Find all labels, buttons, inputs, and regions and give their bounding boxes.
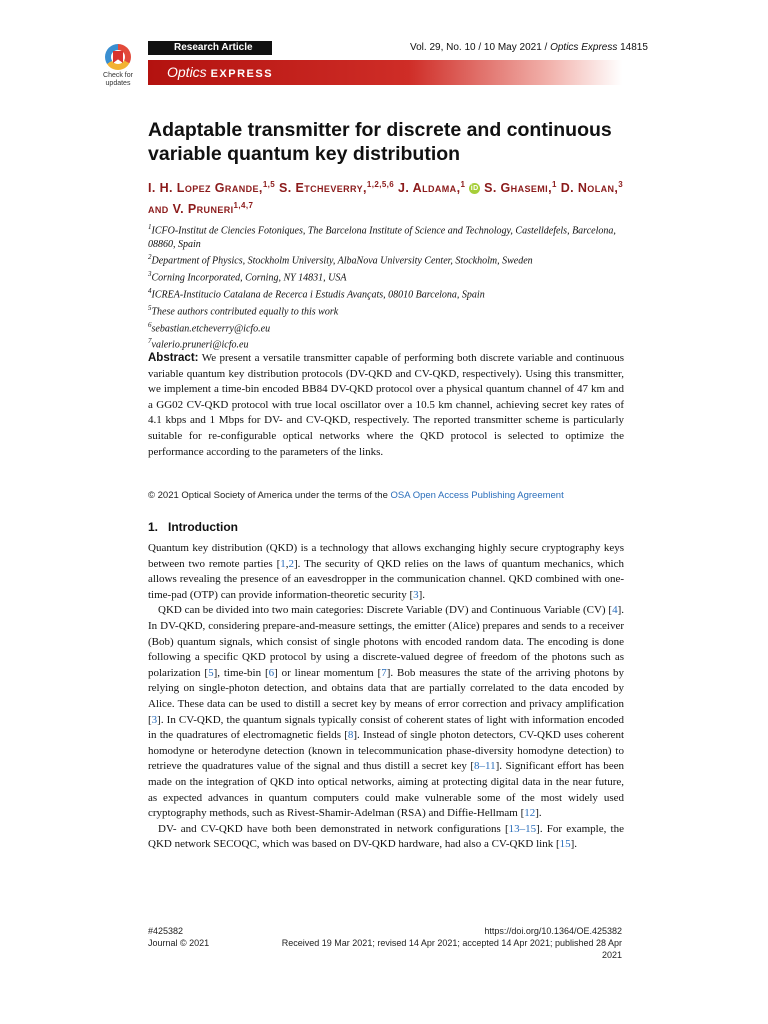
badge-line-1: Check for xyxy=(103,72,133,79)
text-run: ]. xyxy=(570,838,578,851)
email-link: sebastian.etcheverry@icfo.eu xyxy=(151,322,271,334)
article-type-label: Research Article xyxy=(174,42,253,53)
text-run: ]. Instead of single photon detectors, CV-QKD uses coherent homodyne or heterodyne detection (known in telecommunication phase-diversity homodyne detection) to retrieve the quadratures value of the signal and thus distill a secret key [ xyxy=(148,729,624,773)
citation-link[interactable]: 4 xyxy=(612,604,618,617)
orcid-icon[interactable]: iD xyxy=(470,185,479,193)
affiliation[interactable]: $^7$valerio.pruneri@icfo.eu xyxy=(148,337,249,351)
journal-logo xyxy=(167,63,273,83)
body-text xyxy=(148,541,624,853)
page-number: 14815 xyxy=(620,42,648,53)
citation-link[interactable]: 13–15 xyxy=(508,822,537,835)
doi-link[interactable]: https://doi.org/10.1364/OE.425382 xyxy=(484,926,622,936)
author: D. Nolan,$^3$ xyxy=(560,180,624,196)
text-run: , xyxy=(285,557,289,570)
affiliation[interactable]: $^6$sebastian.etcheverry@icfo.eu xyxy=(148,320,271,334)
affiliation: $^3$Corning Incorporated, Corning, NY 14831, USA xyxy=(148,270,347,284)
check-for-updates-badge[interactable] xyxy=(96,44,140,94)
paragraph xyxy=(148,603,624,821)
text-run: ]. For example, the QKD network SECOQC, which was based on DV-QKD hardware, had also a CV-QKD link [ xyxy=(148,822,624,851)
journal-volume-info: Vol. 29, No. 10 / 10 May 2021 / xyxy=(410,42,551,53)
affiliation: $^4$ICREA-Institucio Catalana de Recerca i Estudis Avançats, 08010 Barcelona, Spain xyxy=(148,286,485,301)
section-heading: 1. Introduction xyxy=(148,520,238,534)
publication-history: Received 19 Mar 2021; revised 14 Apr 2021; accepted 14 Apr 2021; published 28 Apr 2021 xyxy=(281,938,622,960)
citation-link[interactable]: 15 xyxy=(559,838,571,851)
affiliation: $^1$ICFO-Institut de Ciencies Fotoniques, The Barcelona Institute of Science and Technology, Castelldefels, Barcelona, 08860, Spain xyxy=(148,223,616,250)
text-run: ]. xyxy=(535,807,542,820)
text-run: ] or linear momentum [ xyxy=(274,666,382,679)
text-run: ]. xyxy=(418,588,426,601)
citation-link[interactable]: 5 xyxy=(208,666,214,679)
text-run: QKD can be divided into two main categories: Discrete Variable (DV) and Continuous Variable (CV) [ xyxy=(158,604,613,617)
logo-express: EXPRESS xyxy=(210,68,274,80)
citation-link[interactable]: 1 xyxy=(280,557,286,570)
journal-reference xyxy=(410,42,648,54)
copyright-notice xyxy=(148,489,624,502)
text-run: ], time-bin [ xyxy=(213,666,269,679)
text-run: ]. In DV-QKD, considering prepare-and-measure settings, the emitter (Alice) prepares and sends to a receiver (Bob) quantum signals, which consist of single photons with encoded random data. The encoding is done following a specific QKD protocol by using a discrete-valued degree of freedom of the photons such as polarization [ xyxy=(148,604,624,679)
text-run: Quantum key distribution (QKD) is a technology that allows exchanging highly secure cryptography keys between two remote parties [ xyxy=(148,542,624,570)
author: and V. Pruneri$^{1,4,7}$ xyxy=(148,201,254,217)
citation-link[interactable]: 2 xyxy=(288,557,294,570)
affiliation: $^2$Department of Physics, Stockholm University, AlbaNova University Center, Stockholm, Sweden xyxy=(148,253,533,267)
citation-link[interactable]: 6 xyxy=(268,666,275,679)
paper-title: Adaptable transmitter for discrete and continuous variable quantum key distribution xyxy=(148,119,612,165)
citation-link[interactable]: 3 xyxy=(151,713,158,726)
citation-link[interactable]: 3 xyxy=(413,588,419,601)
affiliation-list xyxy=(148,221,628,352)
email-link: valerio.pruneri@icfo.eu xyxy=(151,339,249,351)
text-run: ]. Significant effort has been made on the integration of QKD into optical networks, aiming at protecting digital data in the near future, as expected advances in quantum computers could make vulnerable some of the most widely used cryptography methods, such as Rivest-Shamir-Adelman (RSA) and Diffie-Hellmam [ xyxy=(148,760,625,820)
citation-link[interactable]: 8 xyxy=(347,729,354,742)
journal-copyright: Journal © 2021 xyxy=(148,938,210,948)
footer-left xyxy=(148,925,209,949)
copyright-text: © 2021 Optical Society of America under the terms of the xyxy=(148,490,391,501)
abstract-label: Abstract: xyxy=(148,352,199,364)
text-run: DV- and CV-QKD have both been demonstrated in network configurations [ xyxy=(158,822,509,835)
journal-name: Optics Express xyxy=(550,42,618,53)
author-list xyxy=(148,176,628,218)
license-link[interactable]: OSA Open Access Publishing Agreement xyxy=(390,490,564,501)
citation-link[interactable]: 7 xyxy=(381,666,387,679)
author: S. Etcheverry,$^{1,2,5,6}$ xyxy=(279,180,395,196)
citation-link[interactable]: 12 xyxy=(524,807,536,820)
author: S. Ghasemi,$^1$ xyxy=(484,180,557,196)
author: J. Aldama,$^1$ xyxy=(398,180,466,196)
article-id: #425382 xyxy=(148,926,184,936)
abstract xyxy=(148,351,624,460)
abstract-text: We present a versatile transmitter capable of performing both discrete variable and continuous variable quantum key distribution protocols (DV-QKD and CV-QKD, respectively). Using this transmitter, we implement a time-bin encoded BB84 DV-QKD protocol over a physical quantum channel of 47 km and a GG02 CV-QKD protocol with true local oscillator over a 10.5 km channel, achieving secret key rates of 4.1 kbps and 1 Mbps for DV- and CV-QKD, respectively. The reported transmitter scheme is particularly suitable for re-configurable optical networks where the QKD protocol is selected to optimize the performance according to the parameters of the links. xyxy=(148,352,624,458)
paragraph xyxy=(148,541,624,603)
logo-optics: Optics xyxy=(167,64,207,80)
affiliation: $^5$These authors contributed equally to this work xyxy=(148,303,339,318)
author: I. H. Lopez Grande,$^{1,5}$ xyxy=(148,180,276,196)
badge-line-2: updates xyxy=(105,80,131,87)
citation-link[interactable]: 8–11 xyxy=(474,760,496,773)
text-run: ]. Bob measures the state of the arriving photons by relying on single-photon detection, and obtains data that are partially correlated to the data encoded by Alice. These data can be used to distill a secret key by means of error correction and privacy amplification [ xyxy=(148,666,624,726)
paragraph xyxy=(148,822,624,853)
text-run: ]. In CV-QKD, the quantum signals typically consist of coherent states of light with information encoded in the quadratures of electromagnetic fields [ xyxy=(148,713,624,742)
footer-right xyxy=(280,925,622,961)
text-run: ]. The security of QKD relies on the laws of quantum mechanics, which allows revealing the presence of an eavesdropper in the communication channel. QKD combined with one-time-pad (OTP) can provide information-theoretic security [ xyxy=(148,557,624,601)
